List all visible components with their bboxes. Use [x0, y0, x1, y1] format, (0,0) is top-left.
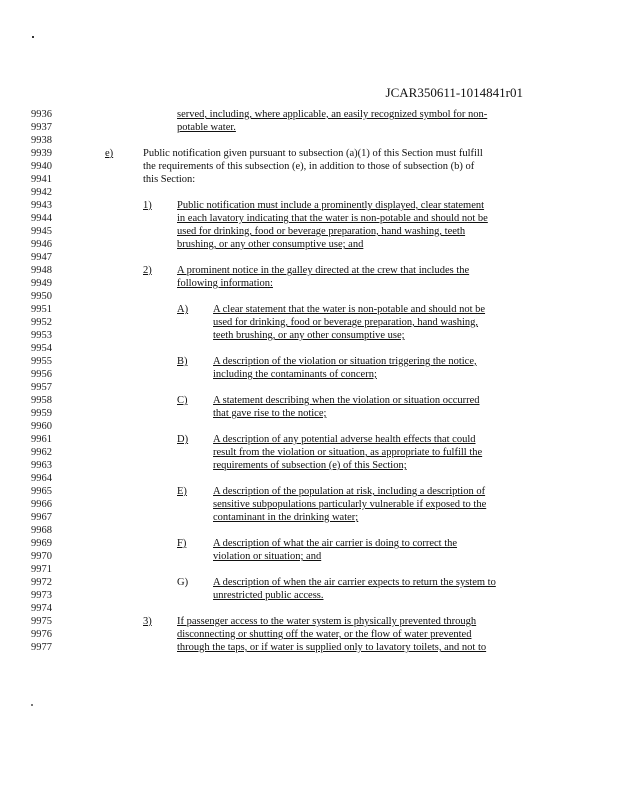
item-1-line: used for drinking, food or beverage preparation, hand washing, teeth — [177, 226, 466, 237]
line-number: 9970 — [31, 551, 52, 562]
line-number: 9977 — [31, 642, 52, 653]
line-number: 9945 — [31, 226, 52, 237]
subitem-b-line: A description of the violation or situation triggering the notice, — [213, 356, 477, 367]
line-number: 9964 — [31, 473, 52, 484]
line-number: 9975 — [31, 616, 52, 627]
line-number: 9959 — [31, 408, 52, 419]
line-number: 9976 — [31, 629, 52, 640]
line-number: 9947 — [31, 252, 52, 263]
subitem-g-label: G) — [177, 577, 189, 588]
line-number: 9941 — [31, 174, 52, 185]
subitem-b-label: B) — [177, 356, 188, 367]
subitem-d-line: A description of any potential adverse health effects that could — [213, 434, 476, 445]
line-number: 9955 — [31, 356, 52, 367]
subitem-e-label: E) — [177, 486, 187, 497]
line-number: 9952 — [31, 317, 52, 328]
subsection-e-line: this Section: — [143, 174, 196, 185]
subitem-a-label: A) — [177, 304, 189, 315]
document-id-header: JCAR350611-1014841r01 — [385, 85, 523, 100]
subitem-d-line: requirements of subsection (e) of this Section; — [213, 460, 407, 471]
line-number: 9951 — [31, 304, 52, 315]
line-number: 9968 — [31, 525, 52, 536]
item-1-line: brushing, or any other consumptive use; and — [177, 239, 364, 250]
line-number: 9967 — [31, 512, 52, 523]
subitem-c-label: C) — [177, 395, 188, 406]
line-number: 9937 — [31, 122, 52, 133]
line-number: 9961 — [31, 434, 52, 445]
line-number: 9958 — [31, 395, 52, 406]
line-number: 9960 — [31, 421, 52, 432]
line-number: 9950 — [31, 291, 52, 302]
line-number: 9957 — [31, 382, 52, 393]
line-number: 9965 — [31, 486, 52, 497]
line-number: 9971 — [31, 564, 52, 575]
line-number: 9943 — [31, 200, 52, 211]
line-number: 9940 — [31, 161, 52, 172]
intro-line: potable water. — [177, 122, 236, 133]
item-3-line: through the taps, or if water is supplied only to lavatory toilets, and not to — [177, 642, 487, 653]
subitem-d-label: D) — [177, 434, 189, 445]
line-number: 9966 — [31, 499, 52, 510]
subitem-c-line: A statement describing when the violation or situation occurred — [213, 395, 480, 406]
subitem-g-line: A description of when the air carrier expects to return the system to — [213, 577, 496, 588]
line-number: 9954 — [31, 343, 52, 354]
subitem-g-line: unrestricted public access. — [213, 590, 324, 601]
subitem-e-line: sensitive subpopulations particularly vulnerable if exposed to the — [213, 499, 487, 510]
scan-speck — [32, 36, 34, 38]
line-number: 9972 — [31, 577, 52, 588]
line-number: 9942 — [31, 187, 52, 198]
line-number: 9949 — [31, 278, 52, 289]
intro-line: served, including, where applicable, an easily recognized symbol for non- — [177, 109, 488, 120]
item-2-line: A prominent notice in the galley directed at the crew that includes the — [177, 265, 470, 276]
line-number: 9946 — [31, 239, 52, 250]
line-number: 9948 — [31, 265, 52, 276]
item-3-line: disconnecting or shutting off the water, or the flow of water prevented — [177, 629, 472, 640]
item-3-label: 3) — [143, 616, 152, 627]
subitem-f-line: A description of what the air carrier is doing to correct the — [213, 538, 458, 549]
line-number: 9969 — [31, 538, 52, 549]
scan-speck — [31, 704, 33, 706]
line-number: 9956 — [31, 369, 52, 380]
line-number: 9974 — [31, 603, 52, 614]
item-2-line: following information: — [177, 278, 273, 289]
line-number: 9963 — [31, 460, 52, 471]
subitem-c-line: that gave rise to the notice; — [213, 408, 327, 419]
subitem-a-line: used for drinking, food or beverage preparation, hand washing, — [213, 317, 479, 328]
item-1-label: 1) — [143, 200, 152, 211]
line-number: 9953 — [31, 330, 52, 341]
subitem-b-line: including the contaminants of concern; — [213, 369, 377, 380]
line-number: 9939 — [31, 148, 52, 159]
line-number: 9944 — [31, 213, 52, 224]
subitem-f-line: violation or situation; and — [213, 551, 322, 562]
item-2-label: 2) — [143, 265, 152, 276]
item-1-line: in each lavatory indicating that the water is non-potable and should not be — [177, 213, 488, 224]
subsection-e-label: e) — [105, 148, 114, 159]
line-number: 9973 — [31, 590, 52, 601]
subitem-a-line: teeth brushing, or any other consumptive use; — [213, 330, 405, 341]
line-number: 9938 — [31, 135, 52, 146]
subitem-d-line: result from the violation or situation, as appropriate to fulfill the — [213, 447, 483, 458]
subitem-e-line: contaminant in the drinking water; — [213, 512, 359, 523]
subitem-a-line: A clear statement that the water is non-potable and should not be — [213, 304, 486, 315]
line-number: 9936 — [31, 109, 52, 120]
item-1-line: Public notification must include a prominently displayed, clear statement — [177, 200, 485, 211]
line-number: 9962 — [31, 447, 52, 458]
subitem-e-line: A description of the population at risk, including a description of — [213, 486, 486, 497]
subsection-e-line: Public notification given pursuant to subsection (a)(1) of this Section must fulfill — [143, 148, 483, 159]
subsection-e-line: the requirements of this subsection (e), in addition to those of subsection (b) of — [143, 161, 475, 172]
subitem-f-label: F) — [177, 538, 187, 549]
item-3-line: If passenger access to the water system is physically prevented through — [177, 616, 477, 627]
